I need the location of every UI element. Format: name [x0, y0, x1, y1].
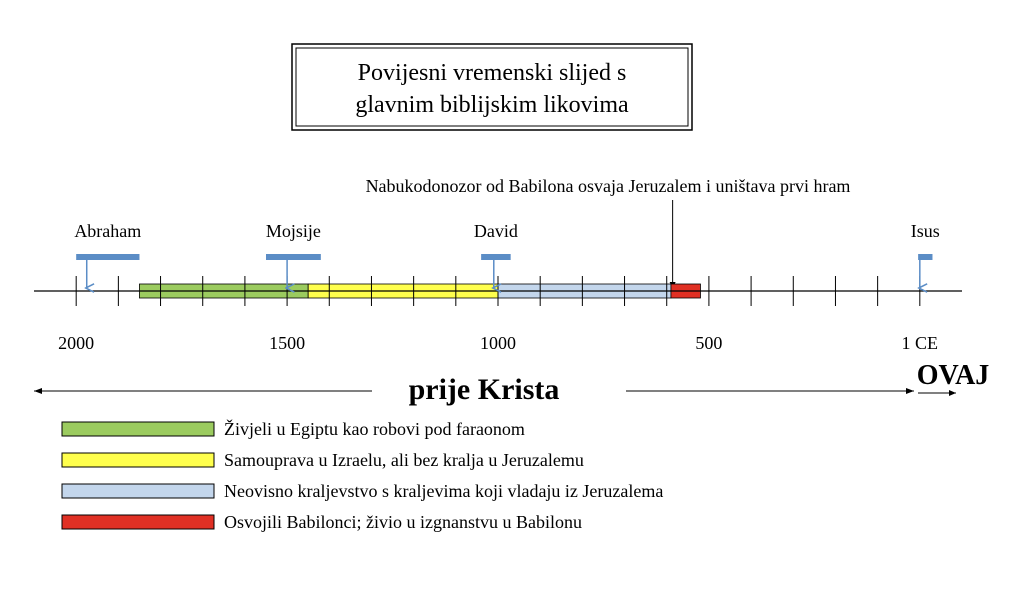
axis-tick-label: 1000	[480, 333, 516, 353]
legend-swatch-3	[62, 515, 214, 529]
legend-label-2: Neovisno kraljevstvo s kraljevima koji vladaju iz Jeruzalema	[224, 481, 664, 501]
legend-label-1: Samouprava u Izraelu, ali bez kralja u Jeruzalemu	[224, 450, 584, 470]
legend	[62, 418, 663, 532]
axis-tick-label: 2000	[58, 333, 95, 353]
figure-label-abraham: Abraham	[74, 221, 142, 241]
legend-label-0: Živjeli u Egiptu kao robovi pod faraonom	[224, 419, 525, 439]
figure-label-isus: Isus	[910, 221, 940, 241]
figure-label-david: David	[473, 221, 518, 241]
legend-swatch-0	[62, 422, 214, 436]
figure-span-mojsije	[266, 254, 321, 260]
figure-label-mojsije: Mojsije	[265, 221, 321, 241]
axis-tick-label: 1 CE	[901, 333, 939, 353]
axis-tick-label: 500	[695, 333, 723, 353]
figure-david	[474, 221, 518, 288]
figure-span-abraham	[76, 254, 139, 260]
era-bc-left-arrowhead	[34, 388, 42, 394]
figure-isus	[911, 221, 940, 288]
legend-swatch-2	[62, 484, 214, 498]
figure-span-isus	[918, 254, 932, 260]
figure-span-david	[481, 254, 511, 260]
axis-ticks	[76, 276, 920, 306]
era-bc-label: prije Krista	[408, 373, 560, 406]
era-ad-label: OVAJ	[916, 360, 990, 391]
biblical-figures	[74, 221, 939, 288]
era-ad	[917, 360, 990, 396]
era-bc	[34, 373, 914, 406]
legend-label-3: Osvojili Babilonci; živio u izgnanstvu u Babilonu	[224, 512, 582, 532]
title-line-1: Povijesni vremenski slijed s	[357, 60, 627, 86]
legend-swatch-1	[62, 453, 214, 467]
axis-tick-labels	[58, 333, 938, 353]
figure-abraham	[74, 221, 141, 288]
title-box	[292, 44, 692, 130]
conquest-annotation: Nabukodonozor od Babilona osvaja Jeruzalem i uništava prvi hram	[365, 176, 851, 196]
figure-mojsije	[266, 221, 321, 288]
title-line-2: glavnim biblijskim likovima	[355, 92, 629, 118]
axis-tick-label: 1500	[269, 333, 306, 353]
era-bc-right-arrowhead	[906, 388, 914, 394]
